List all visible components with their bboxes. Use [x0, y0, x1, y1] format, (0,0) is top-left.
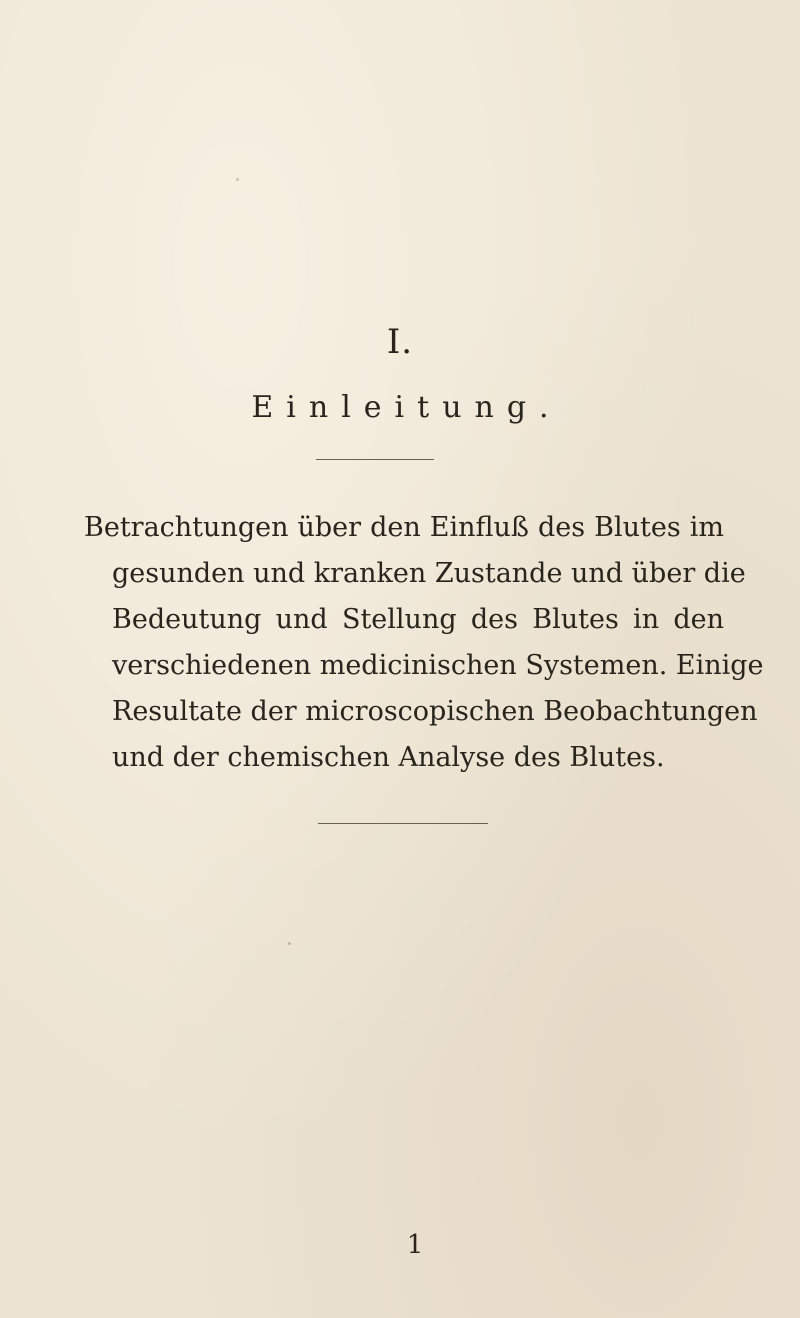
chapter-numeral: I.: [386, 322, 414, 362]
page-number: 1: [406, 1230, 424, 1260]
chapter-summary: [84, 505, 764, 781]
title-divider: [316, 459, 434, 460]
summary-line: und der chemischen Analyse des Blutes.: [112, 742, 665, 773]
summary-line: verschiedenen medicinischen Systemen. Einige: [112, 650, 764, 681]
summary-line: Bedeutung und Stellung des Blutes in den: [112, 604, 724, 635]
paper-speck: [288, 942, 291, 945]
summary-line: Betrachtungen über den Einfluß des Blutes im: [84, 512, 724, 543]
summary-divider: [318, 823, 488, 824]
chapter-title: Einleitung.: [251, 390, 562, 425]
summary-line: gesunden und kranken Zustande und über die: [112, 558, 746, 589]
paper-speck: [236, 178, 239, 181]
summary-line: Resultate der microscopischen Beobachtungen: [112, 696, 758, 727]
